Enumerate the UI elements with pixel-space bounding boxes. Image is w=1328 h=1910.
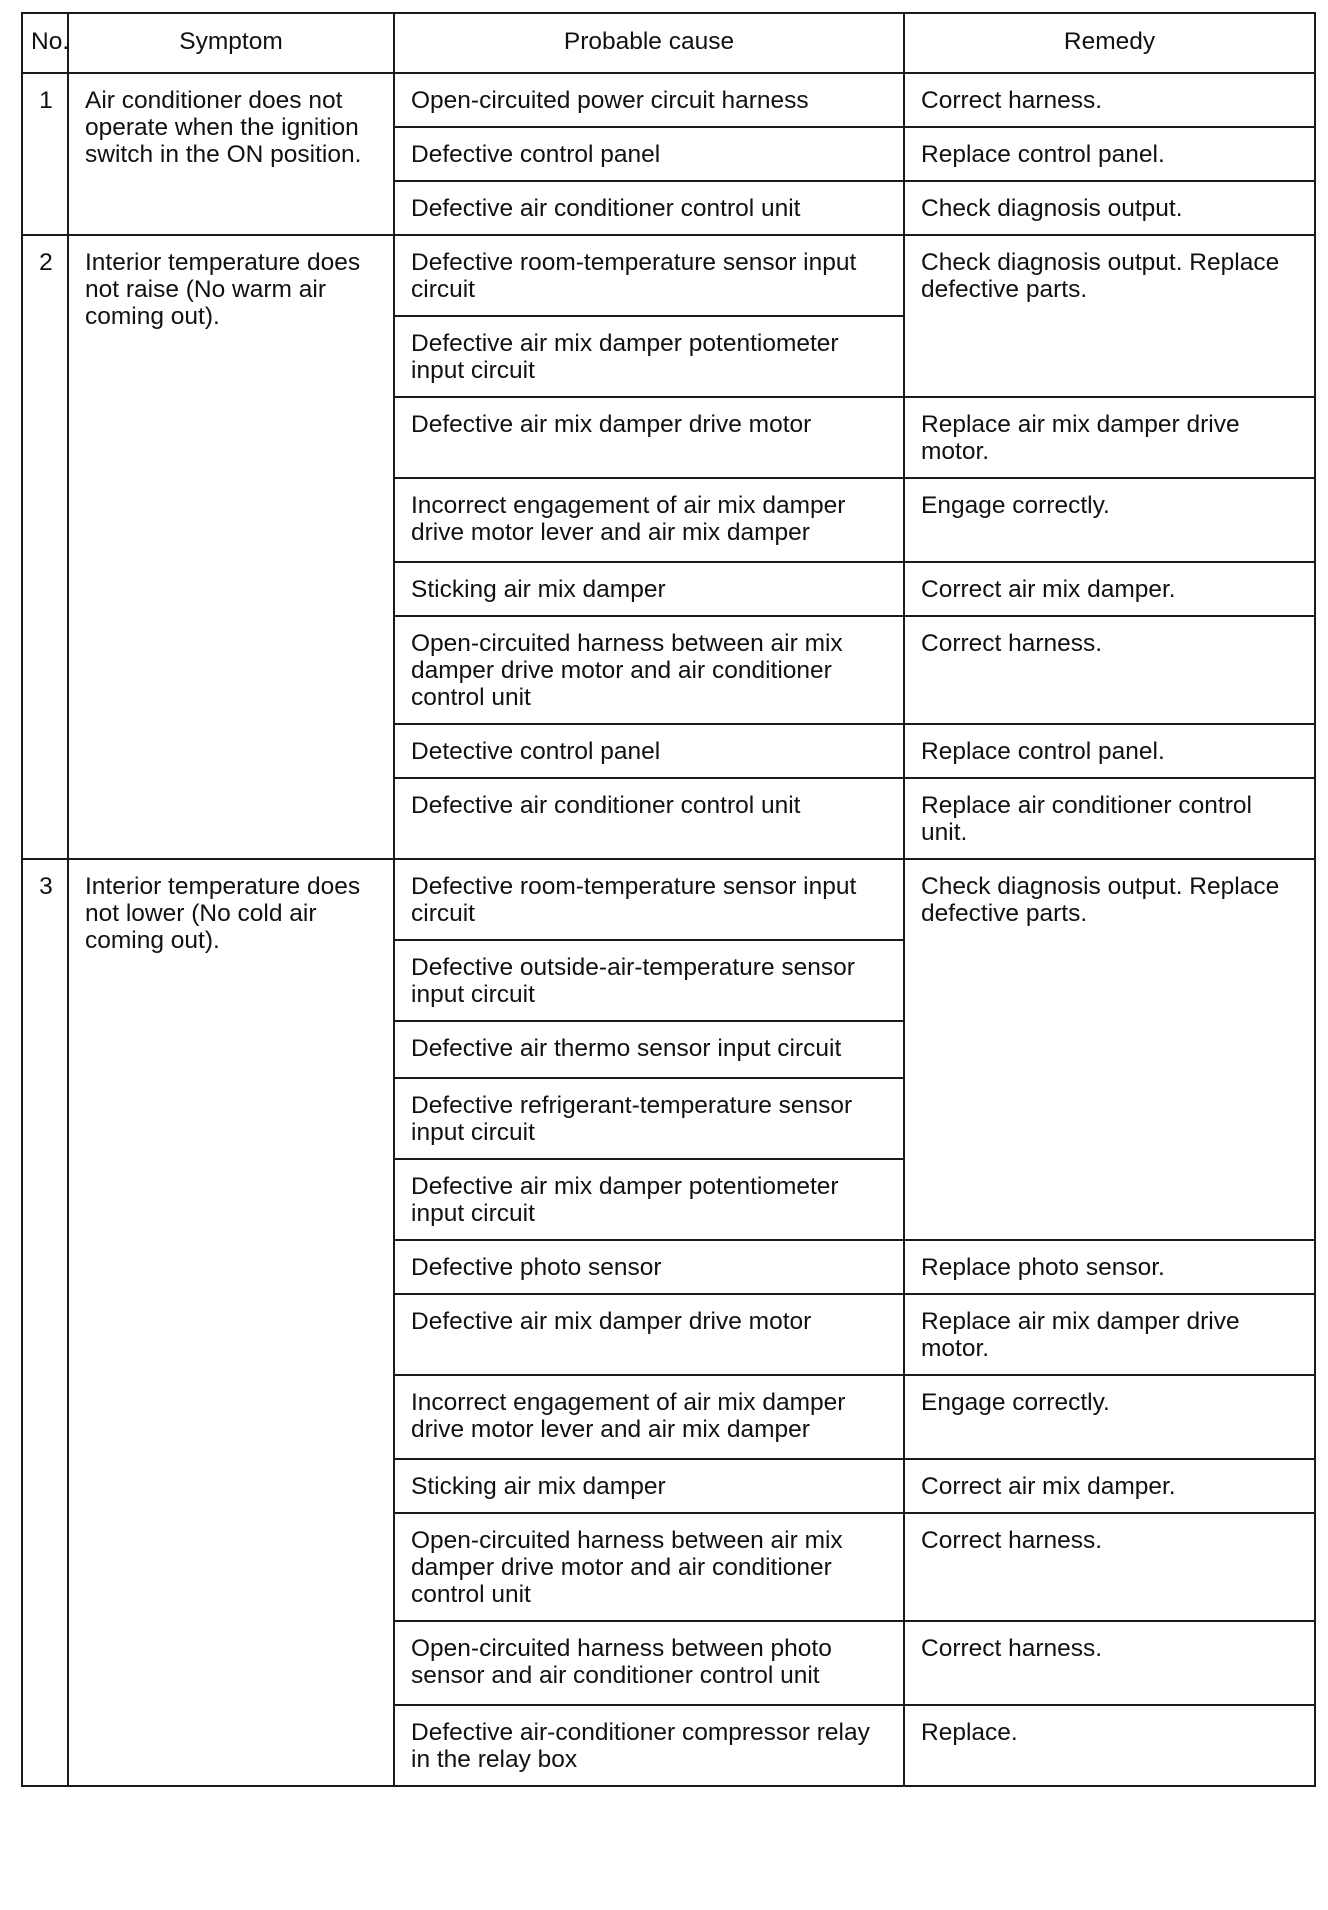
remedy-cell: Replace air mix damper drive motor. [904, 397, 1315, 478]
cause-cell: Open-circuited power circuit harness [394, 73, 904, 127]
remedy-cell: Correct air mix damper. [904, 1459, 1315, 1513]
remedy-cell: Correct harness. [904, 1621, 1315, 1705]
remedy-cell: Check diagnosis output. [904, 181, 1315, 235]
cause-cell: Defective outside-air-temperature sensor input circuit [394, 940, 904, 1021]
cause-cell: Defective air mix damper drive motor [394, 1294, 904, 1375]
header-probable-cause: Probable cause [394, 13, 904, 73]
header-no: No. [22, 13, 68, 73]
cause-cell: Sticking air mix damper [394, 1459, 904, 1513]
table-row [22, 859, 1315, 940]
row-number: 3 [22, 859, 68, 1786]
remedy-cell: Replace air mix damper drive motor. [904, 1294, 1315, 1375]
remedy-cell: Engage correctly. [904, 478, 1315, 562]
row-number: 1 [22, 73, 68, 235]
header-remedy: Remedy [904, 13, 1315, 73]
cause-cell: Incorrect engagement of air mix damper drive motor lever and air mix damper [394, 1375, 904, 1459]
cause-cell: Defective refrigerant-temperature sensor input circuit [394, 1078, 904, 1159]
cause-cell: Defective air mix damper potentiometer input circuit [394, 1159, 904, 1240]
remedy-cell: Correct harness. [904, 73, 1315, 127]
row-number: 2 [22, 235, 68, 859]
header-row [22, 13, 1315, 73]
cause-cell: Incorrect engagement of air mix damper drive motor lever and air mix damper [394, 478, 904, 562]
table-row [22, 73, 1315, 127]
cause-cell: Defective control panel [394, 127, 904, 181]
cause-cell: Defective air conditioner control unit [394, 181, 904, 235]
cause-cell: Defective photo sensor [394, 1240, 904, 1294]
troubleshooting-table [21, 12, 1316, 1787]
cause-cell: Defective air-conditioner compressor relay in the relay box [394, 1705, 904, 1786]
remedy-cell: Replace air conditioner control unit. [904, 778, 1315, 859]
cause-cell: Open-circuited harness between air mix damper drive motor and air conditioner control unit [394, 616, 904, 724]
cause-cell: Defective room-temperature sensor input circuit [394, 235, 904, 316]
remedy-cell: Engage correctly. [904, 1375, 1315, 1459]
remedy-cell: Check diagnosis output. Replace defective parts. [904, 859, 1315, 1240]
symptom-cell: Interior temperature does not lower (No cold air coming out). [68, 859, 394, 1786]
remedy-cell: Correct air mix damper. [904, 562, 1315, 616]
remedy-cell: Replace photo sensor. [904, 1240, 1315, 1294]
cause-cell: Open-circuited harness between photo sensor and air conditioner control unit [394, 1621, 904, 1705]
cause-cell: Defective air mix damper potentiometer input circuit [394, 316, 904, 397]
remedy-cell: Replace control panel. [904, 127, 1315, 181]
cause-cell: Open-circuited harness between air mix damper drive motor and air conditioner control unit [394, 1513, 904, 1621]
symptom-cell: Air conditioner does not operate when the ignition switch in the ON position. [68, 73, 394, 235]
remedy-cell: Correct harness. [904, 616, 1315, 724]
table-row [22, 235, 1315, 316]
cause-cell: Detective control panel [394, 724, 904, 778]
remedy-cell: Replace control panel. [904, 724, 1315, 778]
header-symptom: Symptom [68, 13, 394, 73]
cause-cell: Defective room-temperature sensor input circuit [394, 859, 904, 940]
cause-cell: Defective air mix damper drive motor [394, 397, 904, 478]
remedy-cell: Check diagnosis output. Replace defective parts. [904, 235, 1315, 397]
remedy-cell: Replace. [904, 1705, 1315, 1786]
symptom-cell: Interior temperature does not raise (No warm air coming out). [68, 235, 394, 859]
cause-cell: Defective air thermo sensor input circuit [394, 1021, 904, 1078]
remedy-cell: Correct harness. [904, 1513, 1315, 1621]
cause-cell: Defective air conditioner control unit [394, 778, 904, 859]
cause-cell: Sticking air mix damper [394, 562, 904, 616]
